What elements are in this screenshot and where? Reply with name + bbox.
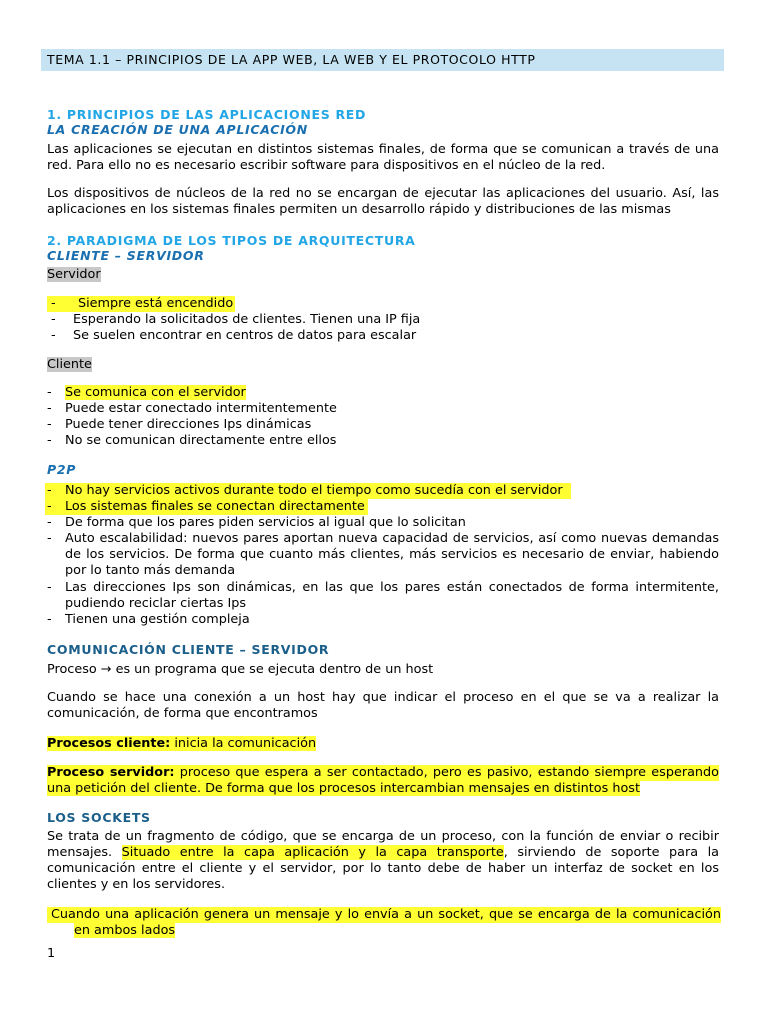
comunicacion-paragraph bbox=[47, 690, 719, 722]
list-line: pudiendo reciclar ciertas Ips bbox=[65, 596, 247, 611]
sockets-highlight-paragraph bbox=[47, 907, 721, 939]
section-1-heading: 1. PRINCIPIOS DE LAS APLICACIONES RED bbox=[47, 107, 367, 122]
servidor-label: Servidor bbox=[47, 267, 101, 282]
section-1-paragraph-2 bbox=[47, 186, 719, 218]
cliente-label: Cliente bbox=[47, 357, 92, 372]
procesos-cliente: Procesos cliente: inicia la comunicación bbox=[47, 736, 317, 751]
p2p-item-3: De forma que los pares piden servicios al igual que lo solicitan bbox=[65, 515, 466, 530]
list-line: Las direcciones Ips son dinámicas, en las que los pares están conectados de forma intermitente, bbox=[65, 580, 719, 595]
page-number: 1 bbox=[47, 946, 56, 961]
cliente-item-4: No se comunican directamente entre ellos bbox=[65, 433, 337, 448]
servidor-item-1: Siempre está encendido bbox=[78, 296, 234, 311]
paragraph-line: en ambos lados bbox=[74, 923, 176, 938]
paragraph-line: comunicación, de forma que encontramos bbox=[47, 706, 318, 721]
list-bullet: - bbox=[47, 580, 52, 595]
p2p-item-5 bbox=[65, 580, 719, 612]
list-line: por lo tanto más demanda bbox=[65, 563, 236, 578]
list-bullet: - bbox=[47, 483, 52, 498]
list-bullet: - bbox=[47, 515, 52, 530]
cliente-item-3: Puede tener direcciones Ips dinámicas bbox=[65, 417, 312, 432]
list-bullet: - bbox=[47, 499, 52, 514]
paragraph-line: Proceso servidor: proceso que espera a ser contactado, pero es pasivo, estando siempre esperando bbox=[47, 765, 719, 780]
cliente-item-1: Se comunica con el servidor bbox=[65, 385, 246, 400]
p2p-item-4 bbox=[65, 531, 719, 579]
list-line: Auto escalabilidad: nuevos pares aportan nueva capacidad de servicios, así como nuevas demandas bbox=[65, 531, 719, 546]
list-bullet: - bbox=[47, 385, 52, 400]
paragraph-line: Se trata de un fragmento de código, que se encarga de un proceso, con la función de enviar o recibir bbox=[47, 829, 719, 844]
paragraph-line: mensajes. Situado entre la capa aplicación y la capa transporte, sirviendo de soporte para la bbox=[47, 845, 719, 860]
p2p-item-6: Tienen una gestión compleja bbox=[65, 612, 250, 627]
paragraph-line: Cuando se hace una conexión a un host hay que indicar el proceso en el que se va a realizar la bbox=[47, 690, 719, 705]
servidor-item-2: Esperando la solicitados de clientes. Tienen una IP fija bbox=[73, 312, 421, 327]
list-bullet: - bbox=[51, 328, 56, 343]
paragraph-line: Los dispositivos de núcleos de la red no se encargan de ejecutar las aplicaciones del usuario. Así, las bbox=[47, 186, 719, 201]
paragraph-line: Cuando una aplicación genera un mensaje y lo envía a un socket, que se encarga de la comunicación bbox=[47, 907, 721, 923]
list-bullet: - bbox=[51, 296, 56, 311]
list-bullet: - bbox=[47, 433, 52, 448]
section-2-heading: 2. PARADIGMA DE LOS TIPOS DE ARQUITECTURA bbox=[47, 233, 416, 248]
p2p-heading: P2P bbox=[47, 462, 77, 477]
servidor-item-3: Se suelen encontrar en centros de datos para escalar bbox=[73, 328, 417, 343]
paragraph-line: clientes y en los servidores. bbox=[47, 877, 226, 892]
p2p-item-1: No hay servicios activos durante todo el tiempo como sucedía con el servidor bbox=[65, 483, 563, 498]
paragraph-line: aplicaciones en los sistemas finales permiten un desarrollo rápido y distribuciones de las mismas bbox=[47, 202, 671, 217]
sockets-heading: LOS SOCKETS bbox=[47, 810, 151, 825]
paragraph-line: red. Para ello no es necesario escribir software para dispositivos en el núcleo de la red. bbox=[47, 158, 606, 173]
section-2-subheading: CLIENTE – SERVIDOR bbox=[47, 248, 205, 263]
sockets-paragraph bbox=[47, 829, 719, 893]
cliente-item-2: Puede estar conectado intermitentemente bbox=[65, 401, 337, 416]
proceso-servidor bbox=[47, 765, 719, 797]
document-header-title: TEMA 1.1 – PRINCIPIOS DE LA APP WEB, LA WEB Y EL PROTOCOLO HTTP bbox=[47, 52, 536, 67]
paragraph-line: Las aplicaciones se ejecutan en distintos sistemas finales, de forma que se comunican a través de una bbox=[47, 142, 719, 157]
list-bullet: - bbox=[47, 531, 52, 546]
list-bullet: - bbox=[47, 417, 52, 432]
paragraph-line: una petición del cliente. De forma que los procesos intercambian mensajes en distintos host bbox=[47, 781, 640, 796]
list-bullet: - bbox=[47, 401, 52, 416]
section-1-subheading: LA CREACIÓN DE UNA APLICACIÓN bbox=[47, 122, 308, 137]
paragraph-line: comunicación entre el cliente y el servidor, por lo tanto debe de haber un interfaz de socket en los bbox=[47, 861, 719, 876]
section-1-paragraph-1 bbox=[47, 142, 719, 174]
list-bullet: - bbox=[51, 312, 56, 327]
list-bullet: - bbox=[47, 612, 52, 627]
list-line: de los servicios. De forma que cuanto más clientes, más servicios es necesario de enviar, habiendo bbox=[65, 547, 719, 562]
p2p-item-2: Los sistemas finales se conectan directamente bbox=[65, 499, 365, 514]
comunicacion-heading: COMUNICACIÓN CLIENTE – SERVIDOR bbox=[47, 642, 330, 657]
proceso-definition: Proceso → es un programa que se ejecuta dentro de un host bbox=[47, 662, 434, 677]
